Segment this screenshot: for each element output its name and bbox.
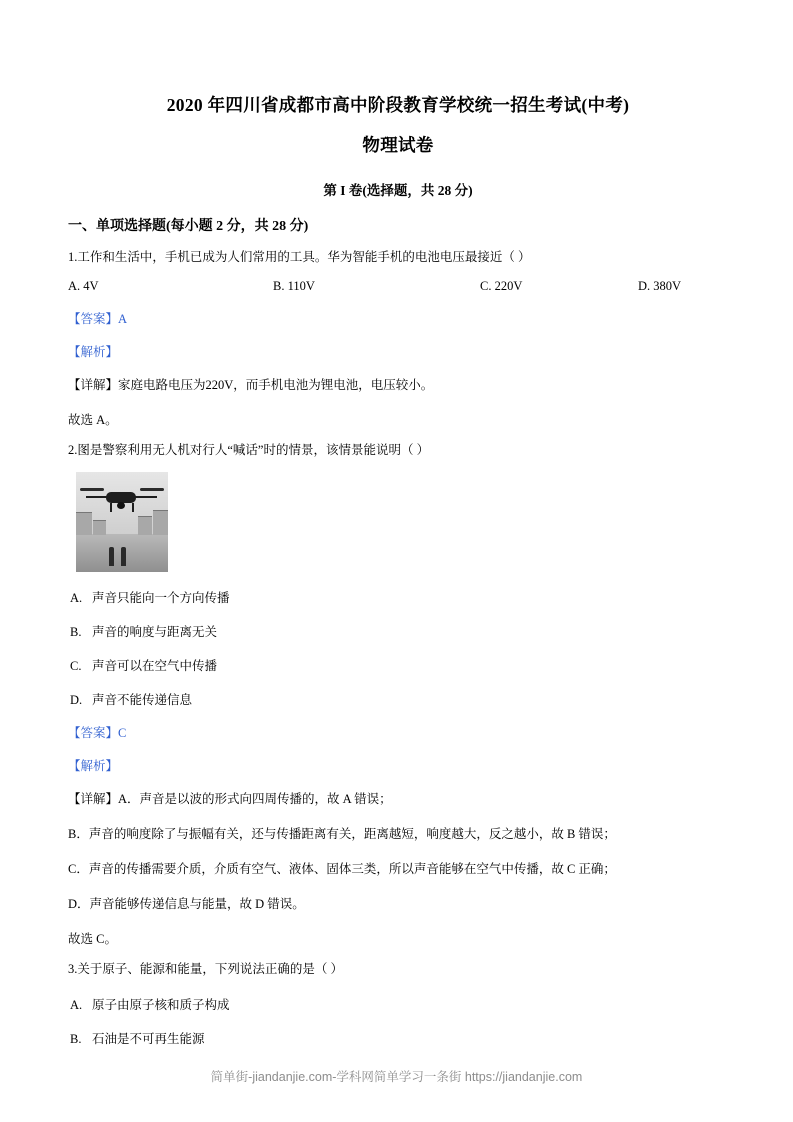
answer-line bbox=[68, 723, 728, 741]
analysis-label: 【解析】 bbox=[68, 759, 119, 773]
drone-leg bbox=[110, 503, 112, 512]
drone-rotor-icon bbox=[140, 488, 164, 491]
option-c[interactable] bbox=[68, 656, 728, 674]
option-text: 声音不能传递信息 bbox=[92, 693, 193, 707]
option-text: 声音的响度与距离无关 bbox=[92, 625, 218, 639]
page-footer: 简单街-jiandanjie.com-学科网简单学习一条街 https://jiandanjie.com bbox=[210, 1070, 583, 1084]
option-b[interactable] bbox=[68, 1029, 728, 1047]
drone-photo bbox=[76, 472, 168, 572]
question-3 bbox=[68, 960, 728, 1047]
answer-choose: 故选 C。 bbox=[68, 932, 117, 946]
option-text: 石油是不可再生能源 bbox=[92, 1031, 205, 1046]
answer-choose: 故选 A。 bbox=[68, 413, 118, 428]
question-stem: 1.工作和生活中，手机已成为人们常用的工具。华为智能手机的电池电压最接近（ ） bbox=[68, 249, 531, 264]
option-a[interactable]: A. 4V bbox=[68, 279, 99, 294]
answer-value: A bbox=[118, 312, 128, 327]
option-letter: A. bbox=[70, 997, 83, 1012]
building-shape bbox=[93, 520, 106, 535]
option-letter: B. bbox=[70, 625, 82, 639]
drone-camera-icon bbox=[117, 502, 125, 509]
building-shape bbox=[138, 516, 152, 535]
answer-detail: 【详解】家庭电路电压为220V，而手机电池为锂电池，电压较小。 bbox=[68, 378, 434, 393]
option-text: 声音可以在空气中传播 bbox=[92, 659, 218, 673]
question-2 bbox=[68, 441, 728, 947]
answer-detail-line: C．声音的传播需要介质，介质有空气、液体、固体三类，所以声音能够在空气中传播，故 C 正确； bbox=[68, 862, 616, 876]
option-d[interactable]: D. 380V bbox=[638, 279, 682, 294]
option-text: 原子由原子核和质子构成 bbox=[92, 997, 230, 1012]
option-letter: B. bbox=[70, 1031, 82, 1046]
answer-label: 【答案】 bbox=[68, 312, 119, 327]
stacked-options bbox=[68, 995, 728, 1047]
answer-value: C bbox=[118, 726, 127, 740]
drone-leg bbox=[132, 503, 134, 512]
inline-options bbox=[68, 279, 728, 294]
drone-rotor-icon bbox=[80, 488, 104, 491]
answer-label: 【答案】 bbox=[68, 726, 119, 740]
answer-detail-line: B．声音的响度除了与振幅有关，还与传播距离有关，距离越短，响度越大，反之越小，故 B 错误； bbox=[68, 827, 616, 841]
option-a[interactable] bbox=[68, 995, 728, 1013]
paper-part-label: 第 I 卷(选择题，共 28 分) bbox=[323, 182, 473, 198]
question-stem: 2.图是警察利用无人机对行人“喊话”时的情景，该情景能说明（ ） bbox=[68, 443, 430, 458]
question-1 bbox=[68, 248, 728, 429]
option-c[interactable]: C. 220V bbox=[480, 279, 523, 294]
option-letter: D. bbox=[70, 693, 83, 707]
stacked-options bbox=[68, 588, 728, 708]
section-heading: 一、单项选择题(每小题 2 分，共 28 分) bbox=[68, 218, 309, 234]
option-letter: A. bbox=[70, 591, 83, 605]
option-a[interactable] bbox=[68, 588, 728, 606]
option-d[interactable] bbox=[68, 690, 728, 708]
option-letter: C. bbox=[70, 659, 82, 673]
person-figure bbox=[109, 547, 114, 566]
analysis-label: 【解析】 bbox=[68, 345, 119, 360]
answer-detail-line: D．声音能够传递信息与能量，故 D 错误。 bbox=[68, 897, 305, 911]
option-b[interactable]: B. 110V bbox=[273, 279, 315, 294]
question-stem: 3.关于原子、能源和能量，下列说法正确的是（ ） bbox=[68, 962, 344, 976]
page-subtitle: 物理试卷 bbox=[362, 135, 434, 156]
option-b[interactable] bbox=[68, 622, 728, 640]
option-text: 声音只能向一个方向传播 bbox=[92, 591, 230, 605]
building-shape bbox=[153, 510, 168, 535]
person-figure bbox=[121, 547, 126, 566]
answer-line bbox=[68, 309, 728, 327]
document-body bbox=[68, 92, 728, 1047]
page-title: 2020 年四川省成都市高中阶段教育学校统一招生考试(中考) bbox=[166, 95, 630, 115]
answer-detail-line: 【详解】A．声音是以波的形式向四周传播的，故 A 错误； bbox=[68, 792, 392, 806]
building-shape bbox=[76, 512, 92, 535]
